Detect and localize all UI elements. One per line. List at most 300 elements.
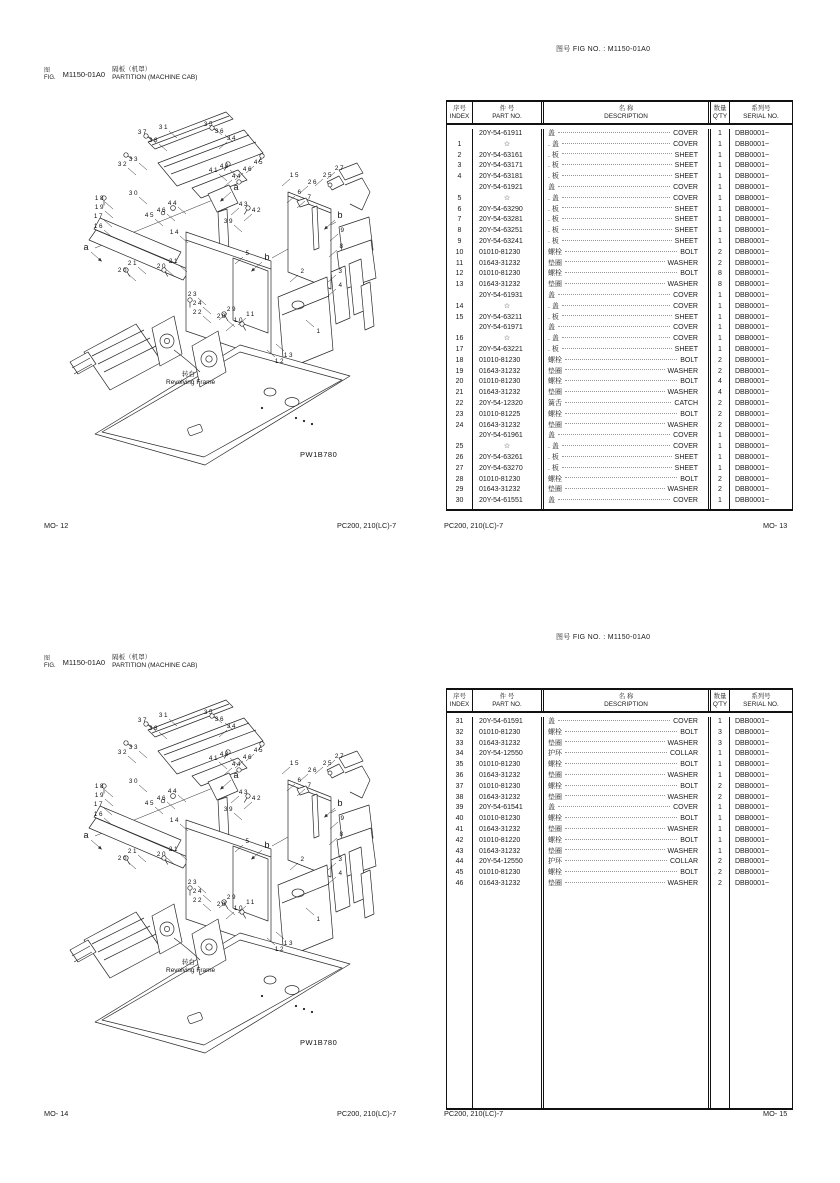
- table-cell: 2: [447, 151, 473, 162]
- callout-label: 1: [316, 328, 322, 335]
- dot-leader: [565, 871, 677, 872]
- table-cell: DBB0001~: [735, 270, 770, 278]
- callout-label: 13: [283, 940, 295, 947]
- table-row: [447, 226, 792, 237]
- callout-label: 37: [137, 129, 149, 136]
- callout-label: 18: [94, 195, 106, 202]
- callout-label: 25: [322, 760, 334, 767]
- table-cell: 2: [711, 367, 730, 378]
- table-cell: DBB0001~: [735, 443, 770, 451]
- callout-label: 4: [338, 282, 344, 289]
- table-cell: 垫圈 WASHER: [544, 847, 711, 858]
- callout-label: 23: [187, 291, 199, 298]
- revolving-frame-label-ch: 转台: [182, 959, 195, 966]
- table-cell: 1: [711, 183, 730, 194]
- table-cell: DBB0001~: [735, 847, 770, 855]
- table-row: [447, 291, 792, 302]
- table-cell: 1: [711, 205, 730, 216]
- callout-label: 12: [274, 946, 286, 953]
- table-cell: 01643-31232: [473, 771, 544, 782]
- table-cell: 螺栓 BOLT: [544, 728, 711, 739]
- figure-number: M1150-01A0: [62, 658, 106, 667]
- table-row: [447, 313, 792, 324]
- callout-leader: [105, 211, 113, 218]
- callout-label: 14: [169, 229, 181, 236]
- table-cell: 11: [447, 259, 473, 270]
- revolving-frame-label-ch: 转台: [182, 371, 195, 378]
- callout-label: 40: [219, 163, 231, 170]
- table-cell: 垫圈 WASHER: [544, 421, 711, 432]
- table-cell: 盖 COVER: [544, 431, 711, 442]
- dot-leader: [565, 795, 665, 796]
- callout-leader: [167, 214, 175, 221]
- table-body: [447, 125, 792, 509]
- callout-label: 17: [93, 801, 105, 808]
- table-cell: 10: [447, 248, 473, 259]
- table-cell: DBB0001~: [735, 173, 770, 181]
- table-cell: DBB0001~: [735, 421, 770, 429]
- table-cell: 1: [711, 140, 730, 151]
- callout-label: 7: [307, 782, 313, 789]
- callout-label: 34: [226, 135, 238, 142]
- callout-label: 27: [334, 753, 346, 760]
- table-cell: 1: [711, 291, 730, 302]
- table-cell: 12: [447, 269, 473, 280]
- table-cell: 28: [447, 475, 473, 486]
- table-cell: . 板 SHEET: [544, 151, 711, 162]
- table-cell: 19: [447, 367, 473, 378]
- table-cell: 盖 COVER: [544, 183, 711, 194]
- table-row: [447, 205, 792, 216]
- table-row: [447, 728, 792, 739]
- table-cell: 盖 COVER: [544, 803, 711, 814]
- figure-title-ch: 隔板（机罩）: [112, 66, 152, 73]
- callout-label: 42: [251, 207, 263, 214]
- callout-label: 22: [192, 897, 204, 904]
- table-cell: 垫圈 WASHER: [544, 825, 711, 836]
- callout-leader: [244, 214, 252, 221]
- table-cell: 1: [711, 760, 730, 771]
- fig-label: [44, 68, 56, 82]
- table-cell: [447, 129, 473, 140]
- figure-title-en: PARTITION (MACHINE CAB): [112, 74, 198, 81]
- table-cell: DBB0001~: [735, 869, 770, 877]
- callout-label: 33: [128, 156, 140, 163]
- dot-leader: [562, 467, 672, 468]
- table-cell: 45: [447, 868, 473, 879]
- callout-label: 6: [297, 189, 303, 196]
- page-number-right: MO- 13: [763, 521, 788, 530]
- table-cell: [473, 890, 544, 1108]
- table-row: [447, 868, 792, 879]
- callout-label: 21: [127, 260, 139, 267]
- table-cell: 01643-31232: [473, 280, 544, 291]
- table-cell: [447, 507, 473, 509]
- table-cell: 01010-81230: [473, 728, 544, 739]
- table-row: [447, 739, 792, 750]
- callout-label: b: [264, 252, 270, 262]
- table-cell: 18: [447, 356, 473, 367]
- table-cell: 垫圈 WASHER: [544, 280, 711, 291]
- table-cell: 01010-81230: [473, 760, 544, 771]
- callout-leader: [128, 862, 136, 869]
- callout-label: 39: [223, 806, 235, 813]
- table-cell: 7: [447, 215, 473, 226]
- callout-label: 23: [187, 879, 199, 886]
- callout-leader: [105, 202, 113, 209]
- callout-leader: [155, 219, 163, 226]
- dot-leader: [565, 283, 665, 284]
- table-cell: 1: [711, 453, 730, 464]
- table-cell: 螺栓 BOLT: [544, 269, 711, 280]
- callout-leader: [139, 197, 147, 204]
- callout-label: 21: [127, 848, 139, 855]
- table-cell: 9: [447, 237, 473, 248]
- dot-leader: [565, 839, 677, 840]
- callout-label: 40: [219, 751, 231, 758]
- table-cell: DBB0001~: [735, 140, 770, 148]
- table-cell: 8: [711, 269, 730, 280]
- table-cell: DBB0001~: [735, 335, 770, 343]
- table-cell: 1: [711, 771, 730, 782]
- callout-label: 10: [233, 905, 245, 912]
- parts-table: [446, 100, 793, 511]
- callout-label: 20: [117, 267, 129, 274]
- table-cell: 23: [447, 410, 473, 421]
- table-cell: 垫圈 WASHER: [544, 485, 711, 496]
- table-cell: DBB0001~: [735, 378, 770, 386]
- drawing-number-label: PW1B780: [300, 1038, 338, 1047]
- dot-leader: [565, 828, 665, 829]
- table-row: [447, 431, 792, 442]
- table-cell: 4: [711, 377, 730, 388]
- table-cell: 15: [447, 313, 473, 324]
- column-header: 名 称 DESCRIPTION: [544, 102, 711, 123]
- table-cell: 3: [711, 739, 730, 750]
- callout-label: 41: [208, 755, 220, 762]
- model-label-right: PC200, 210(LC)-7: [444, 1109, 504, 1118]
- table-cell: [447, 291, 473, 302]
- table-cell: ☆: [473, 194, 544, 205]
- callout-label: 8: [339, 243, 345, 250]
- table-cell: 29: [447, 485, 473, 496]
- table-cell: 1: [711, 464, 730, 475]
- table-cell: 43: [447, 847, 473, 858]
- callout-label: 42: [251, 795, 263, 802]
- dot-leader: [565, 488, 665, 489]
- table-row: [447, 814, 792, 825]
- table-row: [447, 803, 792, 814]
- table-cell: 16: [447, 334, 473, 345]
- table-cell: 34: [447, 749, 473, 760]
- dot-leader: [565, 423, 665, 424]
- table-cell: DBB0001~: [735, 410, 770, 418]
- table-cell: 01643-31232: [473, 739, 544, 750]
- table-cell: DBB0001~: [735, 389, 770, 397]
- table-cell: 1: [711, 825, 730, 836]
- table-cell: 24: [447, 421, 473, 432]
- table-cell: 1: [711, 345, 730, 356]
- callout-label: 28: [216, 313, 228, 320]
- dot-leader: [558, 434, 670, 435]
- revolving-frame-label-en: Revolving Frame: [166, 967, 216, 974]
- dot-leader: [565, 785, 677, 786]
- dot-leader: [562, 445, 670, 446]
- table-cell: 41: [447, 825, 473, 836]
- table-cell: [711, 507, 730, 509]
- callout-leader: [234, 225, 242, 232]
- callout-label: 39: [223, 218, 235, 225]
- table-row: [447, 323, 792, 334]
- table-cell: . 板 SHEET: [544, 226, 711, 237]
- callout-leader: [105, 790, 113, 797]
- callout-label: 20: [117, 855, 129, 862]
- table-cell: 盖 COVER: [544, 323, 711, 334]
- table-cell: 01643-31232: [473, 825, 544, 836]
- dot-leader: [565, 261, 665, 262]
- table-cell: 螺栓 BOLT: [544, 248, 711, 259]
- table-cell: 35: [447, 760, 473, 771]
- table-cell: 38: [447, 793, 473, 804]
- callout-label: 46: [156, 795, 168, 802]
- dot-leader: [562, 456, 672, 457]
- table-cell: 20Y-54-63171: [473, 161, 544, 172]
- table-cell: 垫圈 WASHER: [544, 739, 711, 750]
- table-cell: 螺栓 BOLT: [544, 356, 711, 367]
- table-cell: 3: [447, 161, 473, 172]
- callout-label: 32: [117, 161, 129, 168]
- callout-label: 14: [169, 817, 181, 824]
- table-row: [447, 269, 792, 280]
- callout-label: 26: [307, 767, 319, 774]
- callout-label: b: [337, 798, 343, 808]
- table-cell: . 板 SHEET: [544, 464, 711, 475]
- dot-leader: [565, 369, 665, 370]
- callout-label: a: [233, 182, 239, 192]
- table-cell: 盖 COVER: [544, 291, 711, 302]
- page-footer: [0, 1109, 840, 1120]
- table-cell: [730, 890, 792, 1108]
- table-row: [447, 464, 792, 475]
- table-cell: 螺栓 BOLT: [544, 760, 711, 771]
- table-row: [447, 215, 792, 226]
- table-cell: 22: [447, 399, 473, 410]
- dot-leader: [562, 207, 672, 208]
- table-cell: [544, 890, 711, 1108]
- table-filler-row: [447, 507, 792, 509]
- table-cell: 4: [447, 172, 473, 183]
- table-cell: 31: [447, 717, 473, 728]
- table-cell: [447, 431, 473, 442]
- callout-leader: [139, 751, 147, 758]
- table-cell: DBB0001~: [735, 432, 770, 440]
- fig-label: [44, 656, 56, 670]
- table-row: [447, 183, 792, 194]
- callout-label: 38: [148, 137, 160, 144]
- table-cell: 螺栓 BOLT: [544, 814, 711, 825]
- callout-label: 21: [168, 258, 180, 265]
- callout-label: 45: [144, 800, 156, 807]
- table-cell: DBB0001~: [735, 836, 770, 844]
- callout-label: 44: [167, 788, 179, 795]
- table-cell: . 板 SHEET: [544, 453, 711, 464]
- callout-label: 11: [246, 311, 256, 318]
- callout-label: 34: [226, 723, 238, 730]
- table-cell: . 板 SHEET: [544, 172, 711, 183]
- table-cell: DBB0001~: [735, 227, 770, 235]
- table-row: [447, 793, 792, 804]
- page-number-left: MO- 12: [44, 521, 69, 530]
- table-cell: 39: [447, 803, 473, 814]
- callout-label: 28: [216, 901, 228, 908]
- callout-label: 46: [242, 754, 254, 761]
- table-row: [447, 825, 792, 836]
- revolving-frame-label-en: Revolving Frame: [166, 379, 216, 386]
- callout-label: 15: [289, 172, 301, 179]
- table-cell: 01010-81230: [473, 248, 544, 259]
- table-cell: 20Y-54-63221: [473, 345, 544, 356]
- callout-label: 31: [158, 712, 170, 719]
- callout-leader: [244, 802, 252, 809]
- callout-leader: [138, 855, 146, 862]
- table-cell: 01010-81230: [473, 814, 544, 825]
- table-cell: DBB0001~: [735, 739, 770, 747]
- dot-leader: [565, 817, 677, 818]
- table-cell: 40: [447, 814, 473, 825]
- dot-leader: [565, 402, 671, 403]
- table-row: [447, 857, 792, 868]
- callout-label: 16: [93, 223, 105, 230]
- table-cell: 螺栓 BOLT: [544, 836, 711, 847]
- callout-label: 4: [338, 870, 344, 877]
- table-row: [447, 717, 792, 728]
- dot-leader: [562, 164, 672, 165]
- fig-no-header: 图号 FIG NO. : M1150-01A0: [556, 634, 651, 641]
- table-cell: DBB0001~: [735, 324, 770, 332]
- callout-leader: [128, 756, 136, 763]
- table-cell: DBB0001~: [735, 130, 770, 137]
- table-cell: 2: [711, 793, 730, 804]
- table-cell: 1: [711, 847, 730, 858]
- table-cell: 2: [711, 879, 730, 890]
- callout-label: 35: [203, 121, 215, 128]
- table-cell: DBB0001~: [735, 475, 770, 483]
- column-header: 序号 INDEX: [447, 690, 473, 711]
- dot-leader: [565, 741, 665, 742]
- table-cell: 20Y-54-63241: [473, 237, 544, 248]
- table-cell: 33: [447, 739, 473, 750]
- table-row: [447, 237, 792, 248]
- table-row: [447, 410, 792, 421]
- table-cell: DBB0001~: [735, 464, 770, 472]
- callout-leader: [139, 785, 147, 792]
- dot-leader: [565, 731, 677, 732]
- table-row: [447, 836, 792, 847]
- dot-leader: [565, 477, 677, 478]
- dot-leader: [565, 752, 667, 753]
- table-cell: 20Y-54-63181: [473, 172, 544, 183]
- table-cell: 盖 COVER: [544, 129, 711, 140]
- table-row: [447, 377, 792, 388]
- parts-table: [446, 688, 793, 1110]
- table-cell: 1: [447, 140, 473, 151]
- table-cell: DBB0001~: [735, 486, 770, 494]
- table-cell: 01643-31232: [473, 793, 544, 804]
- table-cell: 37: [447, 782, 473, 793]
- fig-label-en: FIG.: [44, 663, 56, 669]
- callout-label: 37: [137, 717, 149, 724]
- callout-label: 44: [167, 200, 179, 207]
- callout-label: 1: [316, 916, 322, 923]
- table-cell: 1: [711, 496, 730, 507]
- figure-title-ch: 隔板（机罩）: [112, 654, 152, 661]
- table-row: [447, 259, 792, 270]
- callout-label: 10: [233, 317, 245, 324]
- table-cell: 01643-31232: [473, 388, 544, 399]
- table-cell: 01010-81230: [473, 475, 544, 486]
- figure-title: [112, 654, 197, 670]
- fig-label-en: FIG.: [44, 75, 56, 81]
- callout-label: 9: [340, 227, 346, 234]
- table-cell: 20Y-54-12320: [473, 399, 544, 410]
- table-row: [447, 399, 792, 410]
- table-cell: DBB0001~: [735, 453, 770, 461]
- callout-label: 46: [156, 207, 168, 214]
- table-header: [447, 102, 792, 125]
- callout-label: 8: [339, 831, 345, 838]
- figure-title-en: PARTITION (MACHINE CAB): [112, 662, 198, 669]
- table-cell: 20Y-54-61921: [473, 183, 544, 194]
- page-footer: [0, 521, 840, 532]
- callout-label: 15: [289, 760, 301, 767]
- column-header: 序号 INDEX: [447, 102, 473, 123]
- spread-bottom: [0, 588, 840, 1148]
- table-cell: 6: [447, 205, 473, 216]
- table-cell: DBB0001~: [735, 793, 770, 801]
- fig-label-ch: 图: [44, 68, 51, 74]
- table-cell: 3: [711, 728, 730, 739]
- table-cell: DBB0001~: [735, 183, 770, 191]
- table-cell: 2: [711, 410, 730, 421]
- table-cell: ☆: [473, 302, 544, 313]
- table-cell: DBB0001~: [735, 194, 770, 202]
- table-cell: 2: [711, 868, 730, 879]
- dot-leader: [562, 337, 670, 338]
- table-cell: DBB0001~: [735, 718, 770, 725]
- dot-leader: [558, 294, 670, 295]
- drawing-number-label: PW1B780: [300, 450, 338, 459]
- table-header: [447, 690, 792, 713]
- table-cell: ☆: [473, 442, 544, 453]
- callout-leader: [290, 863, 298, 870]
- callout-label: 43: [238, 201, 250, 208]
- table-row: [447, 367, 792, 378]
- table-cell: . 盖 COVER: [544, 334, 711, 345]
- callout-label: 24: [192, 300, 204, 307]
- dot-leader: [565, 380, 677, 381]
- table-cell: 20Y-54-61961: [473, 431, 544, 442]
- table-cell: 30: [447, 496, 473, 507]
- dot-leader: [562, 240, 672, 241]
- table-cell: DBB0001~: [735, 367, 770, 375]
- table-cell: DBB0001~: [735, 259, 770, 267]
- callout-label: a: [233, 770, 239, 780]
- callout-label: 5: [245, 838, 251, 845]
- table-cell: DBB0001~: [735, 728, 770, 736]
- table-cell: 44: [447, 857, 473, 868]
- table-cell: 25: [447, 442, 473, 453]
- table-cell: 1: [711, 749, 730, 760]
